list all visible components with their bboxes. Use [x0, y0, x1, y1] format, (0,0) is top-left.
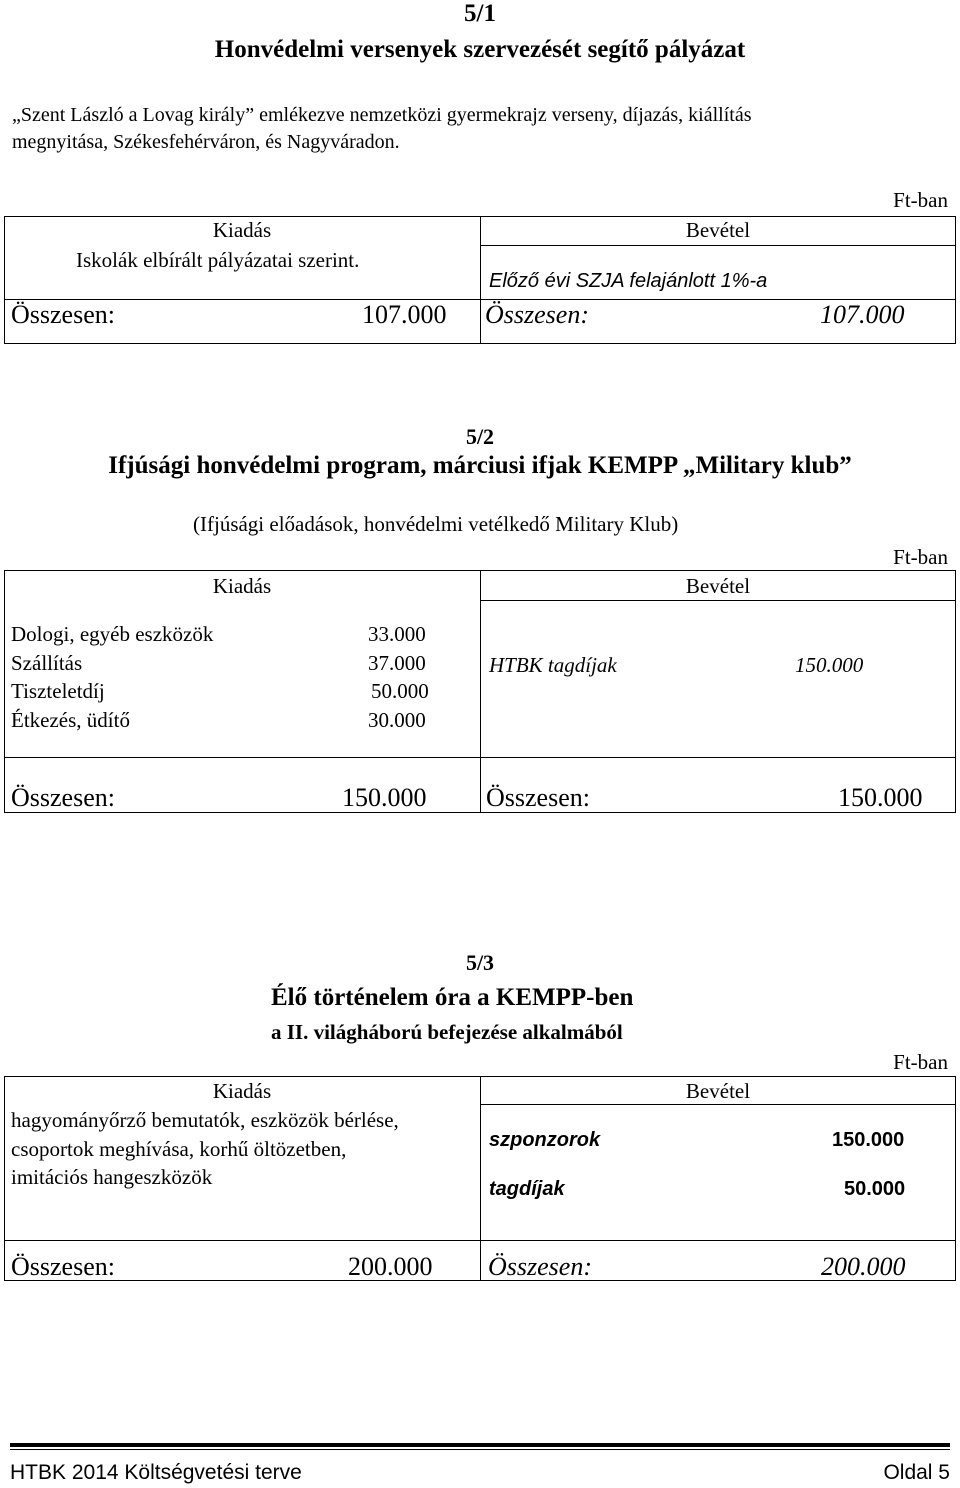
section-description: „Szent László a Lovag király” emlékezve nemzetközi gyermekrajz verseny, díjazás, kiállítás [12, 104, 752, 126]
income-header: Bevétel [685, 218, 751, 242]
expense-label: Szállítás [11, 651, 83, 675]
expense-total: 200.000 [348, 1252, 433, 1281]
expense-note: Iskolák elbírált pályázatai szerint. [76, 248, 360, 272]
expense-label: Tiszteletdíj [11, 679, 105, 703]
income-amount: 50.000 [844, 1178, 906, 1200]
total-label: Összesen: [11, 783, 115, 812]
expense-label: Étkezés, üdítő [11, 708, 130, 732]
expense-amount: 37.000 [368, 651, 426, 675]
section-subtitle: a II. világháború befejezése alkalmából [271, 1020, 623, 1044]
expense-amount: 30.000 [368, 708, 426, 732]
income-item: Előző évi SZJA felajánlott 1%-a [489, 270, 768, 292]
income-header: Bevétel [685, 574, 751, 598]
total-label: Összesen: [486, 783, 590, 812]
income-label: tagdíjak [489, 1178, 565, 1200]
income-total: 200.000 [821, 1252, 906, 1281]
section-subtitle: (Ifjúsági előadások, honvédelmi vetélkedő Military Klub) [193, 512, 679, 536]
currency-label: Ft-ban [893, 188, 948, 212]
income-total: 150.000 [838, 783, 923, 812]
total-label: Összesen: [11, 1252, 115, 1281]
footer-rule [10, 1449, 950, 1450]
expense-description: csoportok meghívása, korhű öltözetben, [11, 1137, 347, 1161]
expense-header: Kiadás [212, 218, 272, 242]
section-title: Ifjúsági honvédelmi program, márciusi ifjak KEMPP „Military klub” [108, 452, 852, 479]
expense-description: imitációs hangeszközök [11, 1165, 213, 1189]
footer-title: HTBK 2014 Költségvetési terve [10, 1461, 302, 1484]
income-header: Bevétel [685, 1079, 751, 1103]
income-label: szponzorok [489, 1129, 601, 1151]
expense-description: hagyományőrző bemutatók, eszközök bérlése, [11, 1108, 399, 1132]
expense-amount: 50.000 [371, 679, 429, 703]
section-description: megnyitása, Székesfehérváron, és Nagyváradon. [12, 131, 400, 153]
footer-rule [10, 1443, 950, 1447]
footer-page-number: Oldal 5 [883, 1461, 950, 1484]
expense-amount: 33.000 [368, 622, 426, 646]
income-label: HTBK tagdíjak [489, 653, 617, 677]
income-amount: 150.000 [832, 1129, 905, 1151]
section-title: Honvédelmi versenyek szervezését segítő pályázat [214, 36, 746, 63]
expense-header: Kiadás [212, 574, 272, 598]
currency-label: Ft-ban [893, 545, 948, 569]
total-label: Összesen: [488, 1252, 592, 1281]
section-number: 5/1 [464, 0, 496, 27]
expense-total: 150.000 [342, 783, 427, 812]
expense-header: Kiadás [212, 1079, 272, 1103]
total-label: Összesen: [485, 300, 589, 329]
currency-label: Ft-ban [893, 1050, 948, 1074]
total-label: Összesen: [11, 300, 115, 329]
section-number: 5/2 [465, 424, 495, 449]
section-number: 5/3 [465, 950, 495, 975]
income-total: 107.000 [820, 300, 905, 329]
expense-total: 107.000 [362, 300, 447, 329]
section-title: Élő történelem óra a KEMPP-ben [271, 984, 634, 1011]
income-amount: 150.000 [795, 653, 864, 677]
expense-label: Dologi, egyéb eszközök [11, 622, 214, 646]
